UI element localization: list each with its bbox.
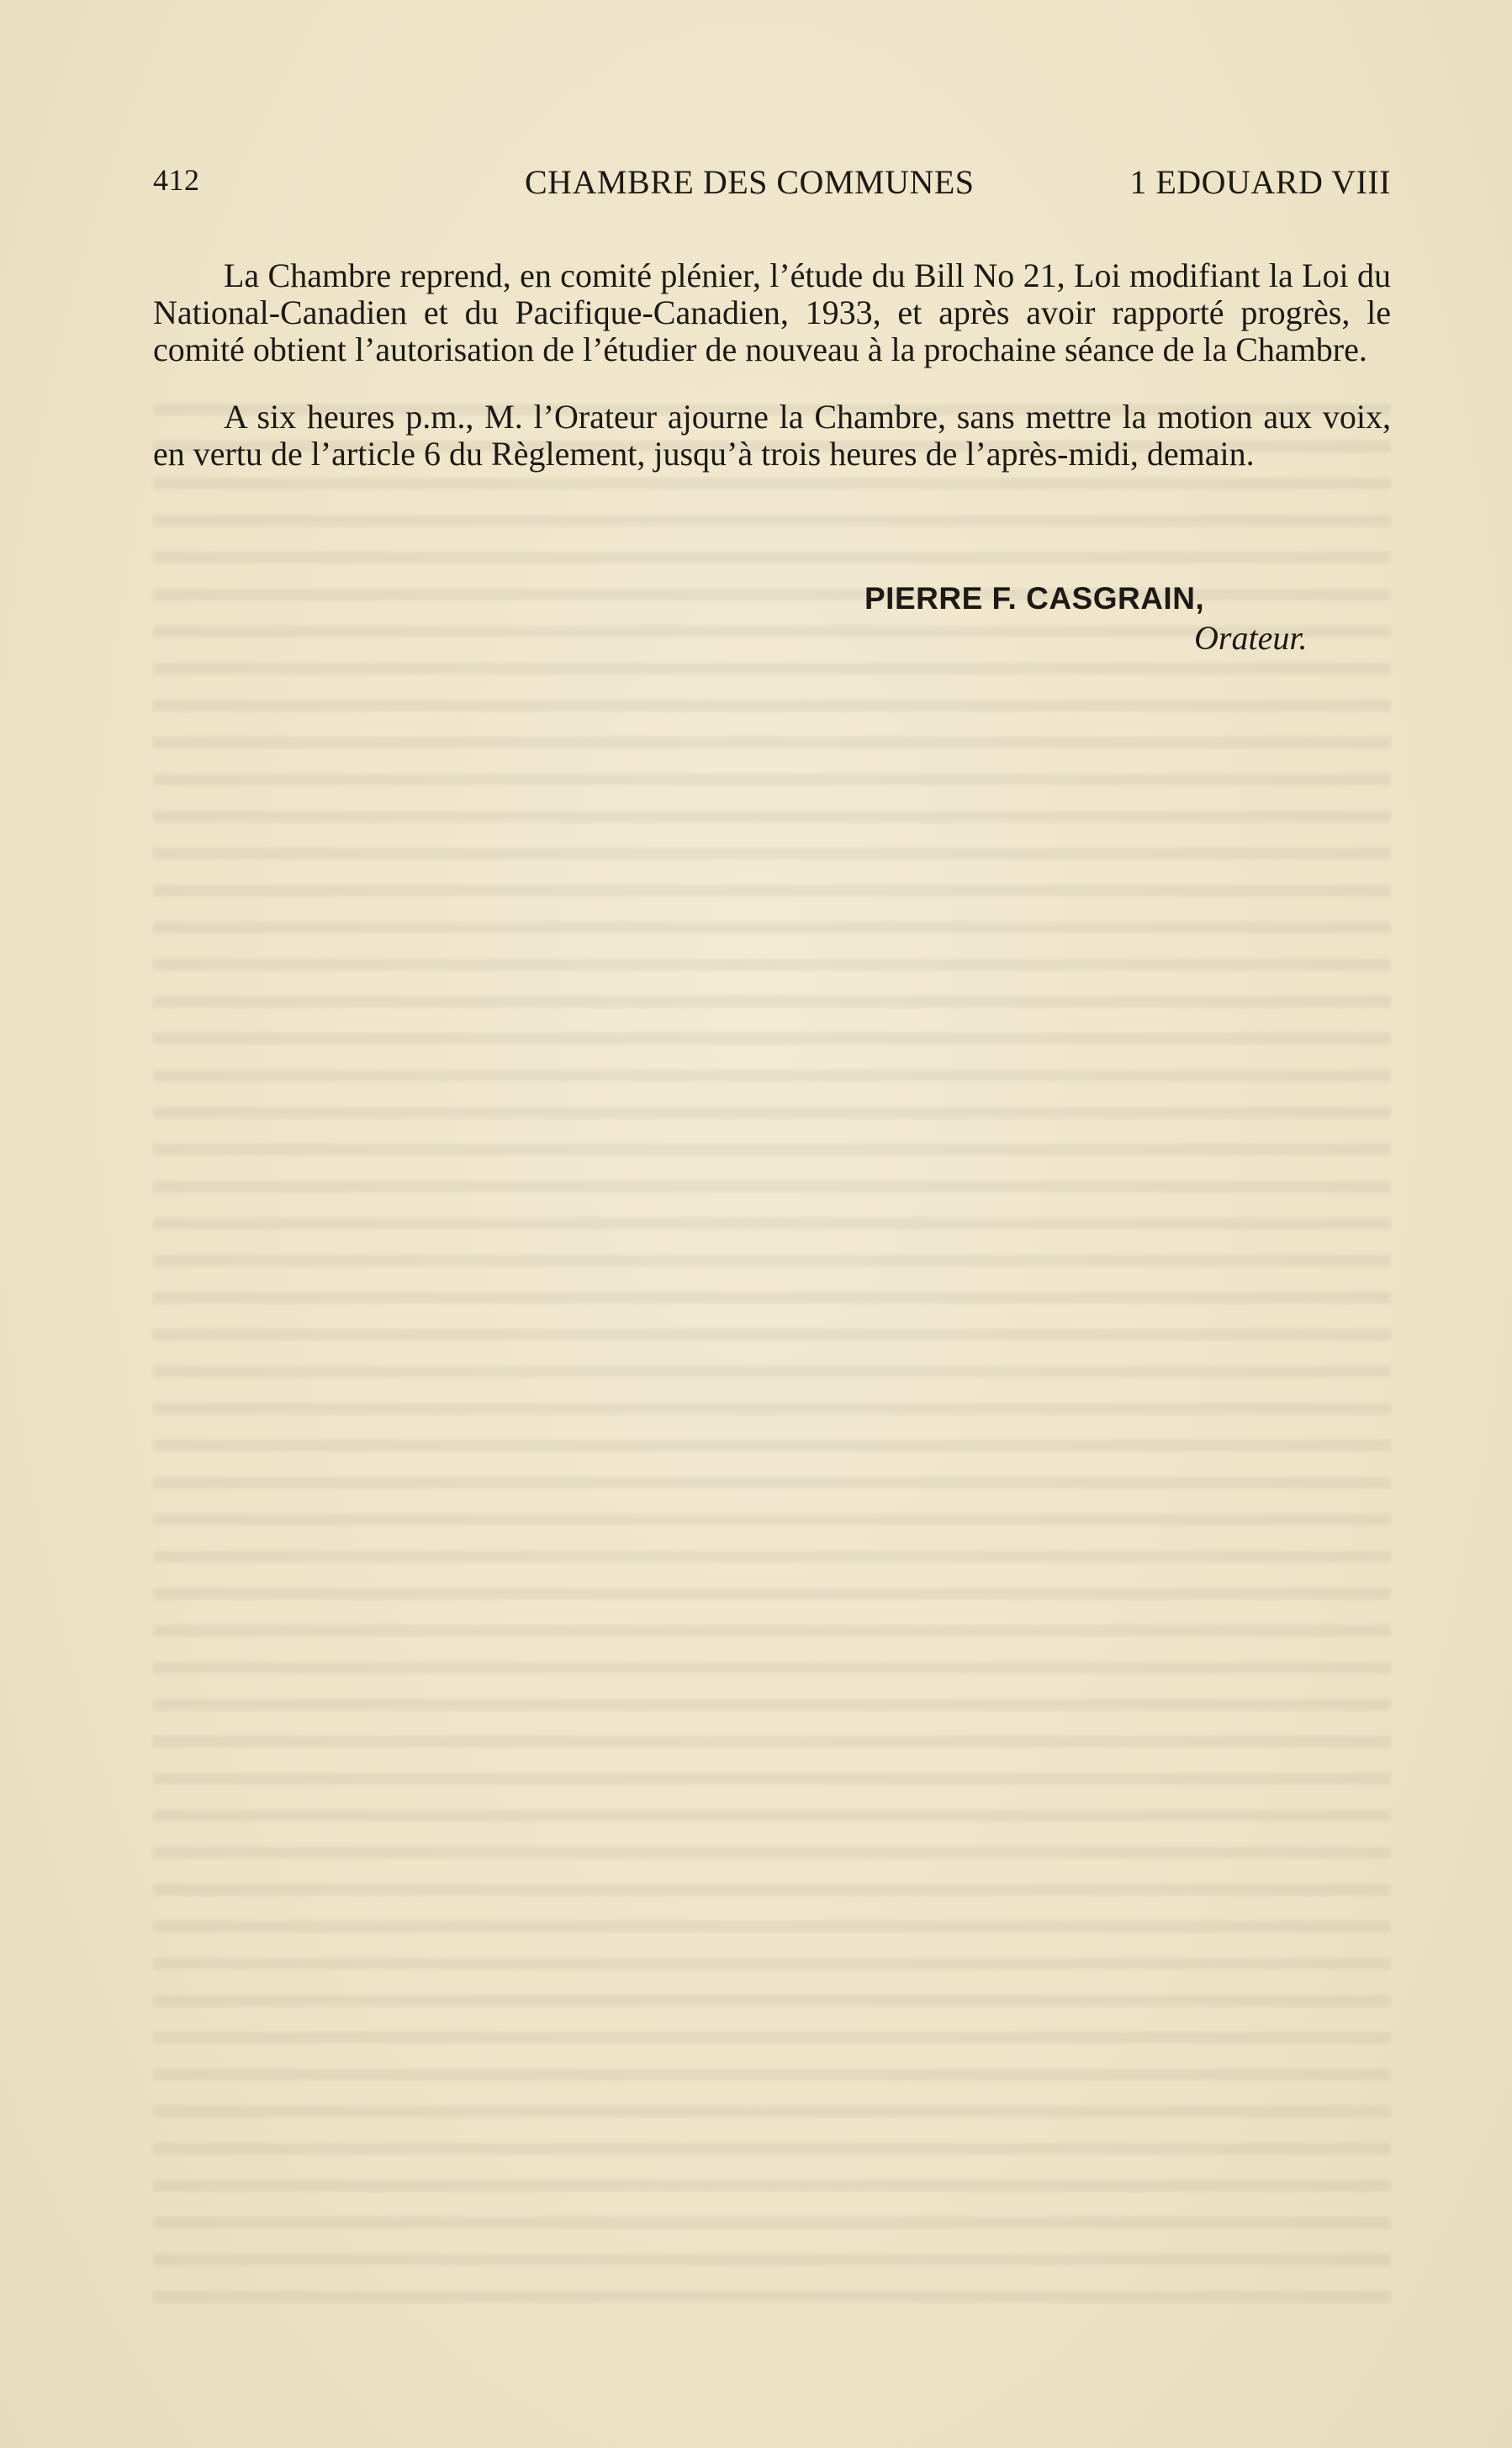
session-label: 1 EDOUARD VIII bbox=[1129, 163, 1391, 201]
signature-block bbox=[864, 580, 1369, 659]
chamber-title: CHAMBRE DES COMMUNES bbox=[525, 163, 975, 201]
page-number: 412 bbox=[153, 163, 200, 197]
signatory-name: PIERRE F. CASGRAIN, bbox=[864, 581, 1205, 616]
signatory-title: Orateur. bbox=[1194, 619, 1308, 657]
reverse-side-bleed-through bbox=[153, 387, 1391, 2304]
page-header bbox=[153, 162, 1391, 209]
journal-body bbox=[153, 257, 1391, 473]
paragraph-committee: La Chambre reprend, en comité plénier, l’étude du Bill No 21, Loi modifiant la Loi du National-Canadien et du Pacifique-Canadien, 1933, et après avoir rapporté progrès, le comité obtient l’autorisation de l’étudier de nouveau à la prochaine séance de la Chambre. bbox=[153, 256, 1391, 368]
paragraph-adjournment: A six heures p.m., M. l’Orateur ajourne la Chambre, sans mettre la motion aux voix, en vertu de l’article 6 du Règlement, jusqu’à trois heures de l’après-midi, demain. bbox=[153, 398, 1391, 473]
